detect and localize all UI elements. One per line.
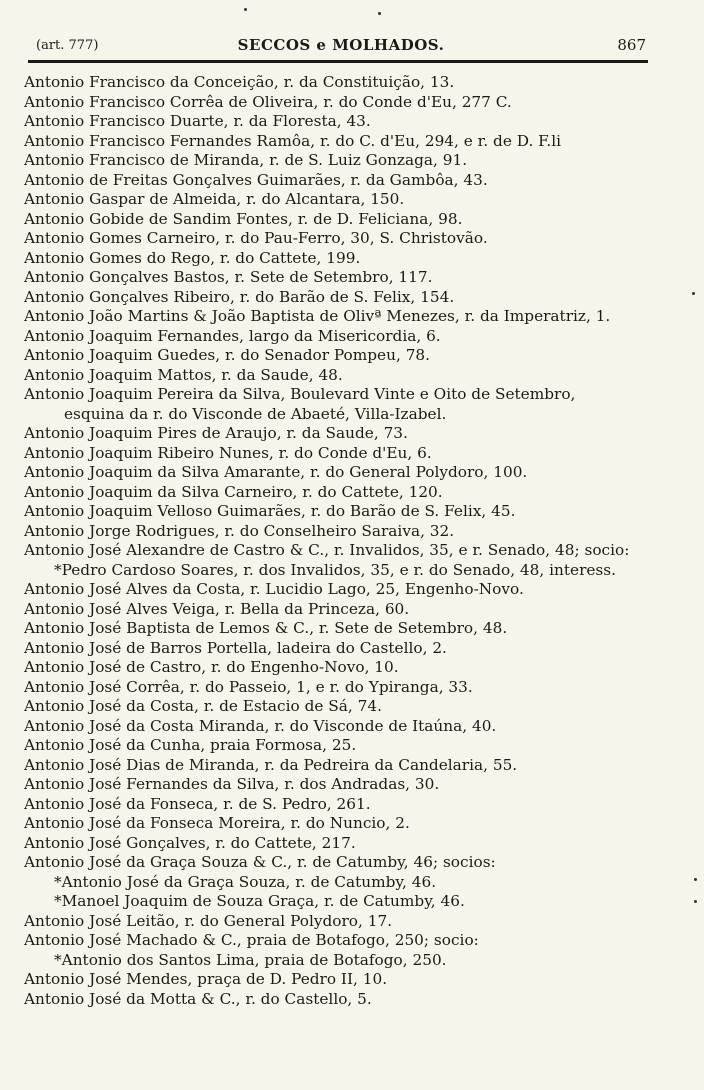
list-item: Antonio José Gonçalves, r. do Cattete, 217. [24, 833, 356, 852]
list-item: Antonio Joaquim Mattos, r. da Saude, 48. [24, 365, 343, 384]
article-reference: (art. 777) [36, 38, 99, 53]
list-item: Antonio José da Costa Miranda, r. do Visconde de Itaúna, 40. [24, 716, 497, 735]
list-item: Antonio Joaquim Velloso Guimarães, r. do Barão de S. Felix, 45. [24, 502, 516, 520]
list-item: Antonio José Leitão, r. do General Polydoro, 17. [24, 911, 393, 930]
list-item: Antonio José da Motta & C., r. do Castello, 5. [24, 989, 372, 1008]
list-item: Antonio José Baptista de Lemos & C., r. Sete de Setembro, 48. [24, 619, 508, 637]
page-number: 867 [617, 36, 646, 54]
list-item: Antonio José de Castro, r. do Engenho-Novo, 10. [24, 658, 399, 676]
list-item: Antonio Joaquim Pereira da Silva, Boulevard Vinte e Oito de Setembro, [24, 385, 576, 403]
list-item: Antonio José Alves Veiga, r. Bella da Princeza, 60. [24, 599, 410, 618]
list-item: Antonio Francisco de Miranda, r. de S. Luiz Gonzaga, 91. [24, 151, 468, 169]
print-speck [694, 900, 697, 903]
list-item: Antonio José Corrêa, r. do Passeio, 1, e r. do Ypiranga, 33. [24, 677, 473, 696]
list-item: Antonio Gonçalves Ribeiro, r. do Barão de S. Felix, 154. [24, 287, 455, 306]
page-header [36, 36, 646, 58]
list-item: Antonio Jorge Rodrigues, r. do Conselheiro Saraiva, 32. [24, 521, 455, 540]
list-item: Antonio José Alexandre de Castro & C., r. Invalidos, 35, e r. Senado, 48; socio: [24, 541, 630, 559]
list-item: Antonio Gaspar de Almeida, r. do Alcantara, 150. [24, 190, 405, 208]
list-item: Antonio Francisco Duarte, r. da Floresta, 43. [24, 112, 371, 130]
print-speck [692, 292, 695, 295]
list-item: Antonio João Martins & João Baptista de Olivª Menezes, r. da Imperatriz, 1. [24, 307, 611, 325]
list-item: Antonio Francisco da Conceição, r. da Constituição, 13. [24, 73, 455, 91]
print-speck [244, 8, 247, 11]
list-item: Antonio Gomes Carneiro, r. do Pau-Ferro, 30, S. Christovão. [24, 229, 488, 247]
list-item: Antonio José da Cunha, praia Formosa, 25. [24, 736, 357, 754]
list-item-partner: *Manoel Joaquim de Souza Graça, r. de Catumby, 46. [54, 892, 465, 910]
list-item: Antonio José da Fonseca Moreira, r. do Nuncio, 2. [24, 814, 410, 832]
list-item: Antonio José Fernandes da Silva, r. dos Andradas, 30. [24, 775, 440, 793]
list-item: Antonio Gobide de Sandim Fontes, r. de D. Feliciana, 98. [24, 209, 463, 228]
list-item: Antonio José da Fonseca, r. de S. Pedro, 261. [24, 794, 371, 813]
list-item: Antonio José da Costa, r. de Estacio de Sá, 74. [24, 697, 382, 715]
list-item-partner: *Antonio dos Santos Lima, praia de Botafogo, 250. [54, 950, 447, 969]
list-item: Antonio Joaquim da Silva Amarante, r. do General Polydoro, 100. [24, 463, 528, 481]
list-item: Antonio José Dias de Miranda, r. da Pedreira da Candelaria, 55. [24, 755, 518, 774]
list-item: Antonio Joaquim Fernandes, largo da Misericordia, 6. [24, 326, 441, 345]
list-item: Antonio de Freitas Gonçalves Guimarães, r. da Gambôa, 43. [24, 170, 488, 189]
header-rule [28, 60, 648, 63]
list-item-continuation: esquina da r. do Visconde de Abaeté, Villa-Izabel. [64, 404, 447, 423]
list-item-partner: *Antonio José da Graça Souza, r. de Catumby, 46. [54, 872, 437, 891]
list-item: Antonio Joaquim Guedes, r. do Senador Pompeu, 78. [24, 346, 431, 364]
list-item: Antonio José Mendes, praça de D. Pedro II, 10. [24, 970, 388, 988]
print-speck [694, 878, 697, 881]
list-item: Antonio Gomes do Rego, r. do Cattete, 199. [24, 248, 361, 267]
list-item: Antonio José de Barros Portella, ladeira do Castello, 2. [24, 638, 447, 657]
print-speck [378, 12, 381, 15]
section-title: SECCOS e MOLHADOS. [237, 36, 445, 54]
list-item: Antonio José da Graça Souza & C., r. de Catumby, 46; socios: [24, 853, 496, 871]
list-item: Antonio Gonçalves Bastos, r. Sete de Setembro, 117. [24, 268, 433, 286]
list-item: Antonio José Machado & C., praia de Botafogo, 250; socio: [24, 931, 479, 949]
list-item-partner: *Pedro Cardoso Soares, r. dos Invalidos, 35, e r. do Senado, 48, interess. [54, 560, 616, 579]
list-item: Antonio Joaquim Ribeiro Nunes, r. do Conde d'Eu, 6. [24, 443, 432, 462]
list-item: Antonio Francisco Fernandes Ramôa, r. do C. d'Eu, 294, e r. de D. F.li [24, 131, 562, 150]
list-item: Antonio Joaquim da Silva Carneiro, r. do Cattete, 120. [24, 482, 443, 501]
list-item: Antonio Francisco Corrêa de Oliveira, r. do Conde d'Eu, 277 C. [24, 92, 512, 111]
list-item: Antonio Joaquim Pires de Araujo, r. da Saude, 73. [24, 424, 408, 442]
list-item: Antonio José Alves da Costa, r. Lucidio Lago, 25, Engenho-Novo. [24, 580, 524, 598]
